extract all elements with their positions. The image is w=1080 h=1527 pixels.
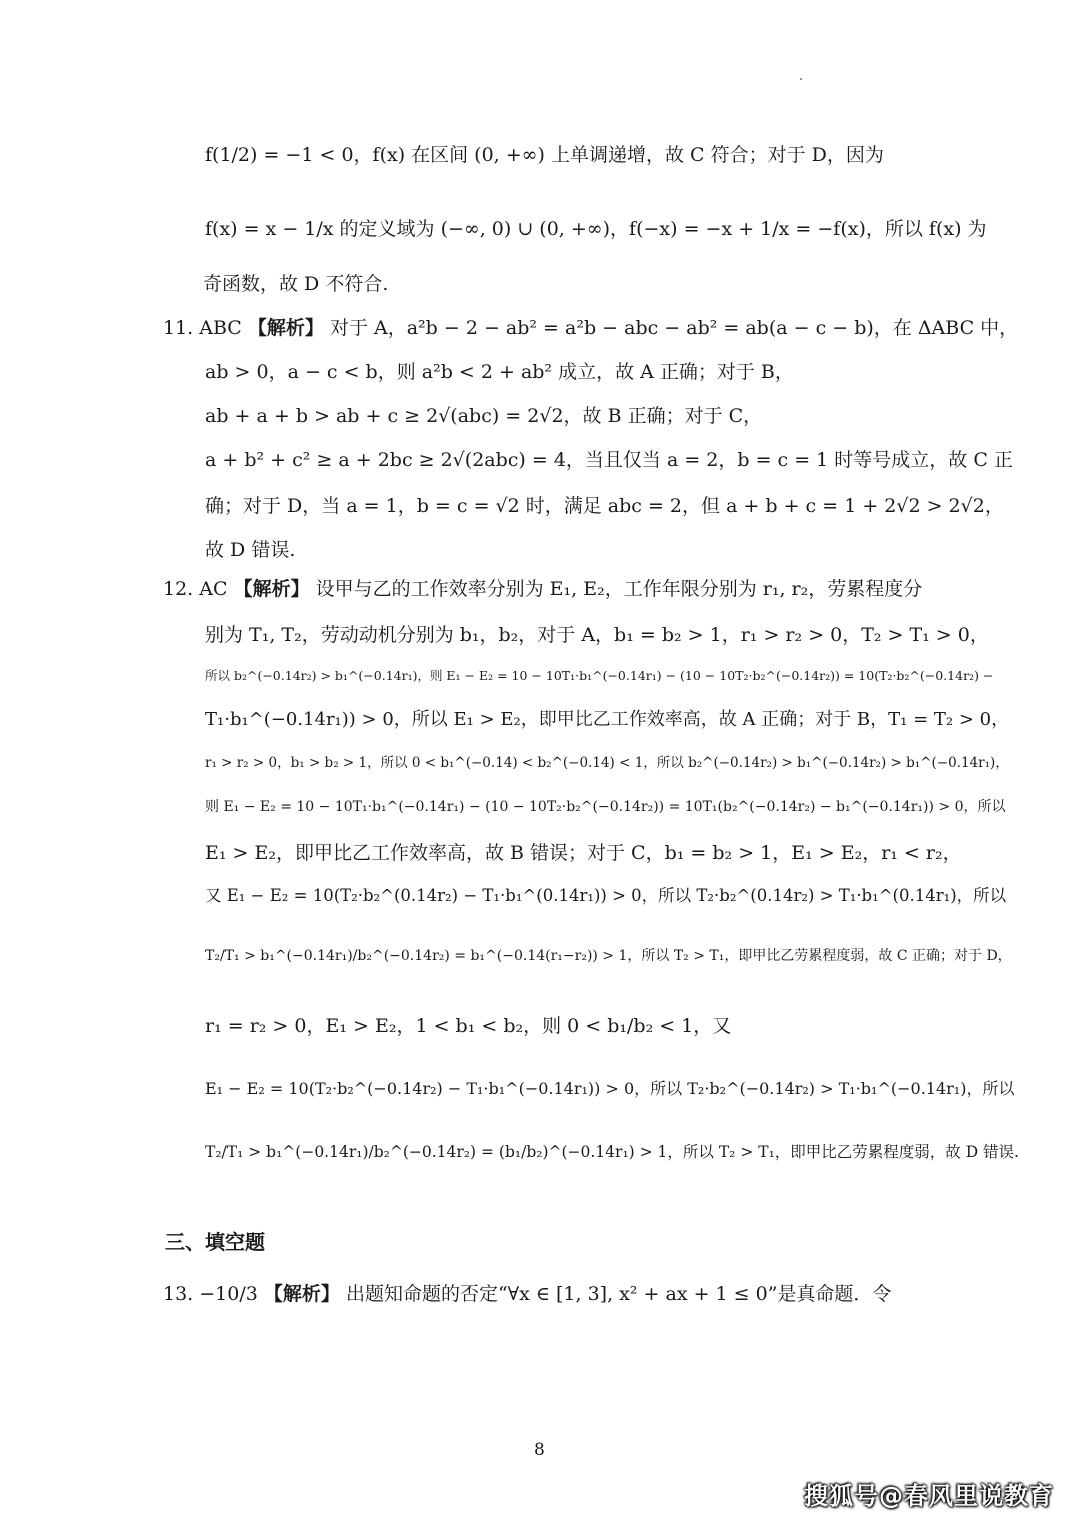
q11-tag: 【解析】 [247,317,324,339]
text-line-1: f(1/2) = −1 < 0，f(x) 在区间 (0, +∞) 上单调递增，故 C 符合；对于 D，因为 [205,144,884,166]
q13-header [163,1279,891,1309]
q12-tag: 【解析】 [233,578,310,600]
q12-line-12: T₂/T₁ > b₁^(−0.14r₁)/b₂^(−0.14r₂) = (b₁/b₂)^(−0.14r₁) > 1，所以 T₂ > T₁，即甲比乙劳累程度弱，故 D 错误. [205,1143,1019,1161]
q12-answer: AC [199,578,228,600]
q11-header [163,313,1018,343]
q12-line-11: E₁ − E₂ = 10(T₂·b₂^(−0.14r₂) − T₁·b₁^(−0.14r₁)) > 0，所以 T₂·b₂^(−0.14r₂) > T₁·b₁^(−0.14r₁)，所以 [205,1079,1015,1098]
q12-header [163,574,922,604]
q12-line-1: 设甲与乙的工作效率分别为 E₁, E₂，工作年限分别为 r₁, r₂，劳累程度分 [315,578,923,600]
q12-line-8: 又 E₁ − E₂ = 10(T₂·b₂^(0.14r₂) − T₁·b₁^(0.14r₁)) > 0，所以 T₂·b₂^(0.14r₂) > T₁·b₁^(0.14r₁)，所以 [205,886,1007,905]
q12-line-2: 别为 T₁, T₂，劳动动机分别为 b₁，b₂，对于 A，b₁ = b₂ > 1，r₁ > r₂ > 0，T₂ > T₁ > 0， [205,624,989,646]
q12-line-4: T₁·b₁^(−0.14r₁)) > 0，所以 E₁ > E₂，即甲比乙工作效率高，故 A 正确；对于 B，T₁ = T₂ > 0， [205,709,1010,730]
q11-number: 11. [163,317,194,339]
section-heading: 三、填空题 [165,1230,265,1254]
q13-answer: −10/3 [199,1283,258,1305]
speck [800,78,802,80]
watermark: 搜狐号@春风里说教育 [804,1482,1054,1510]
q13-text: 出题知命题的否定“∀x ∈ [1, 3], x² + ax + 1 ≤ 0”是真命题．令 [345,1283,892,1305]
text-line-2: f(x) = x − 1/x 的定义域为 (−∞, 0) ∪ (0, +∞)，f(−x) = −x + 1/x = −f(x)，所以 f(x) 为 [205,218,987,240]
q11-line-6: 故 D 错误. [205,539,296,561]
page-number: 8 [534,1440,545,1460]
q11-line-1: 对于 A，a²b − 2 − ab² = a²b − abc − ab² = ab(a − c − b)，在 ΔABC 中， [329,317,1019,339]
q12-line-6: 则 E₁ − E₂ = 10 − 10T₁·b₁^(−0.14r₁) − (10 − 10T₂·b₂^(−0.14r₂)) = 10T₁(b₂^(−0.14r₂) − b₁^(−0.14r₁)) > 0，所以 [205,799,1006,815]
text-line-3: 奇函数，故 D 不符合. [203,273,389,295]
q13-number: 13. [163,1283,194,1305]
q12-line-7: E₁ > E₂，即甲比乙工作效率高，故 B 错误；对于 C，b₁ = b₂ > 1，E₁ > E₂，r₁ < r₂， [205,842,962,864]
q11-line-3: ab + a + b > ab + c ≥ 2√(abc) = 2√2，故 B 正确；对于 C， [205,405,763,427]
q13-tag: 【解析】 [263,1283,340,1305]
q11-line-2: ab > 0，a − c < b，则 a²b < 2 + ab² 成立，故 A 正确；对于 B， [205,361,794,383]
q12-line-3: 所以 b₂^(−0.14r₂) > b₁^(−0.14r₁)，则 E₁ − E₂ = 10 − 10T₁·b₁^(−0.14r₁) − (10 − 10T₂·b₂^(−0.14r₂)) = 10(T₂·b₂^(−0.14r₂) − [205,668,994,683]
q12-line-9: T₂/T₁ > b₁^(−0.14r₁)/b₂^(−0.14r₂) = b₁^(−0.14(r₁−r₂)) > 1，所以 T₂ > T₁，即甲比乙劳累程度弱，故 C 正确；对于 D， [205,948,1012,964]
q11-answer: ABC [199,317,242,339]
q11-line-5: 确；对于 D，当 a = 1，b = c = √2 时，满足 abc = 2，但 a + b + c = 1 + 2√2 > 2√2， [205,495,1004,517]
q12-line-5: r₁ > r₂ > 0，b₁ > b₂ > 1，所以 0 < b₁^(−0.14) < b₂^(−0.14) < 1，所以 b₂^(−0.14r₂) > b₁^(−0.14r₂) > b₁^(−0.14r₁)， [205,755,1009,771]
q12-number: 12. [163,578,194,600]
q12-line-10: r₁ = r₂ > 0，E₁ > E₂，1 < b₁ < b₂，则 0 < b₁/b₂ < 1，又 [205,1015,732,1037]
q11-line-4: a + b² + c² ≥ a + 2bc ≥ 2√(2abc) = 4，当且仅当 a = 2，b = c = 1 时等号成立，故 C 正 [205,449,1013,471]
